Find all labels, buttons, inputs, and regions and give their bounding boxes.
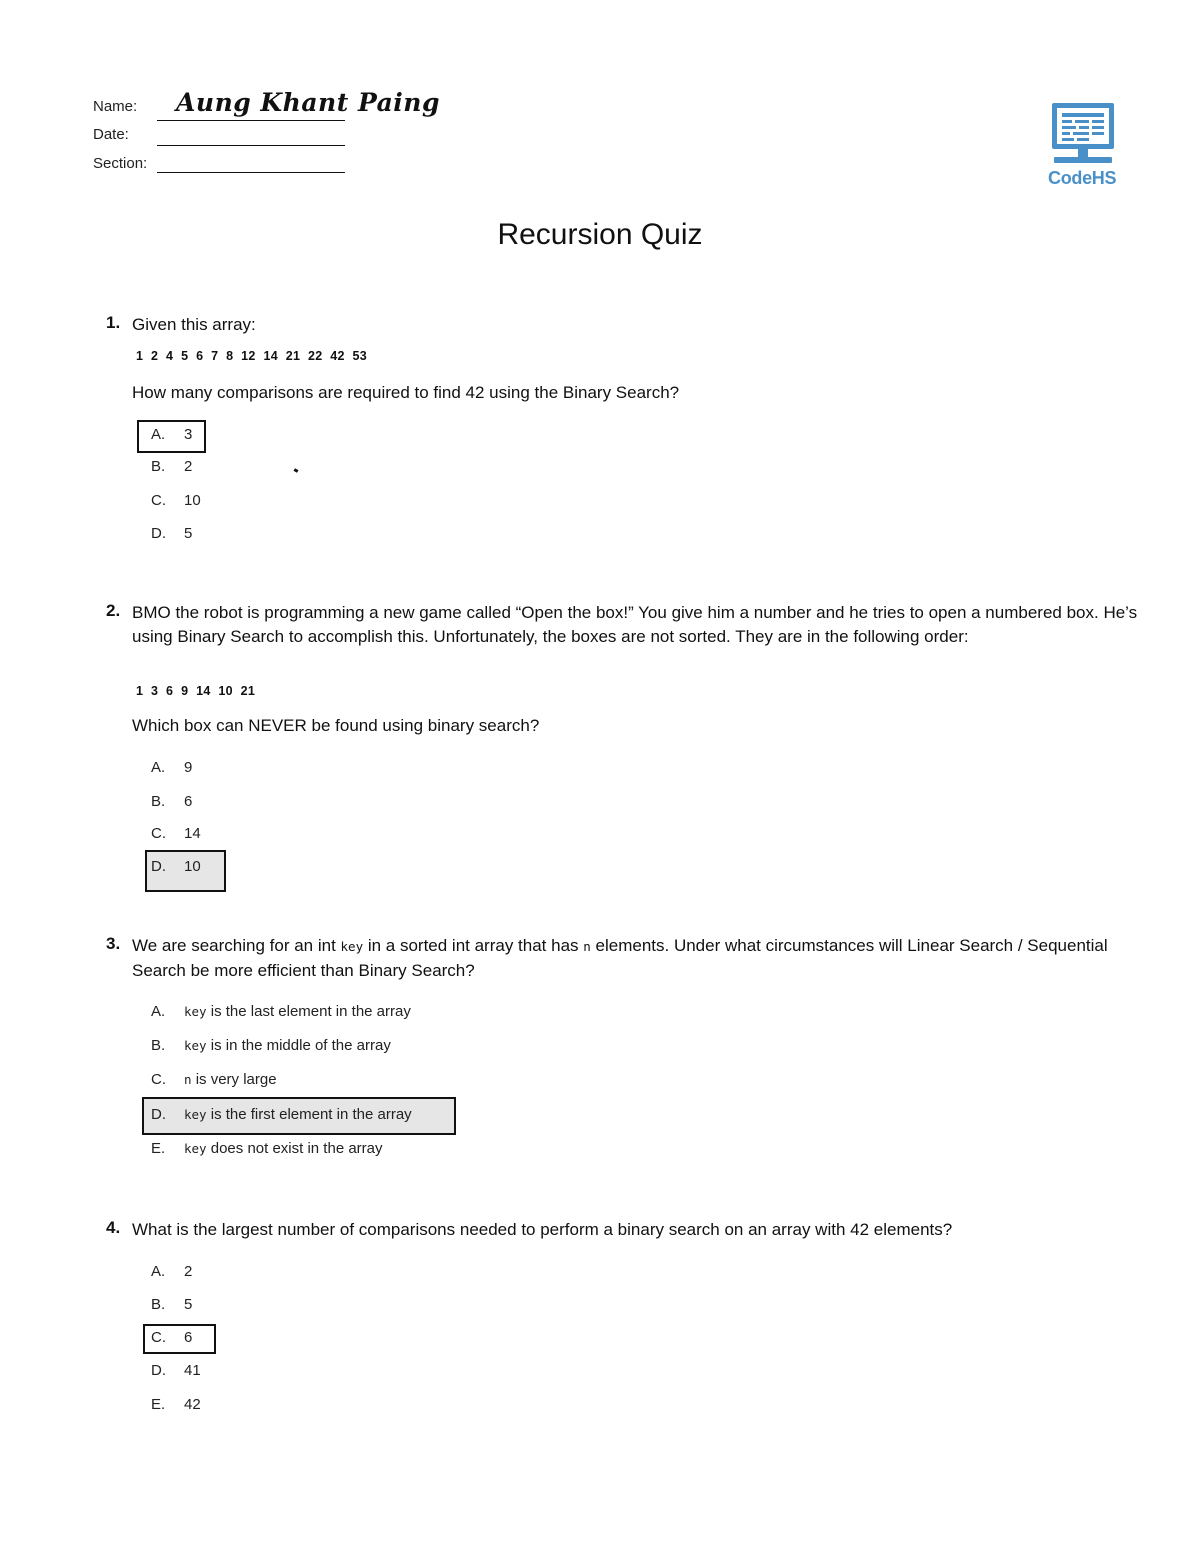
- question-prompt: How many comparisons are required to find 42 using the Binary Search?: [132, 383, 680, 402]
- array-values: 1 2 4 5 6 7 8 12 14 21 22 42 53: [136, 349, 368, 363]
- logo-text: CodeHS: [1048, 168, 1117, 188]
- question-text: What is the largest number of comparisons needed to perform a binary search on an array with 42 elements?: [132, 1220, 953, 1239]
- question-text: BMO the robot is programming a new game called “Open the box!” You give him a number and he tries to open a numbered box. He’s using Binary Search to accomplish this. Unfortunately, the boxes are not sorted. They are in the following order:: [132, 603, 1138, 646]
- question-text: Given this array:: [132, 315, 256, 334]
- name-field[interactable]: [157, 120, 345, 121]
- question-number: 1.: [106, 313, 121, 332]
- name-label: Name:: [93, 98, 138, 115]
- computer-monitor-icon: [1044, 100, 1124, 170]
- name-signature: Aung Khant Paing: [176, 88, 440, 117]
- selected-answer-box: [137, 420, 206, 453]
- section-label: Section:: [93, 155, 148, 172]
- question-text: We are searching for an int key in a sorted int array that has n elements. Under what circumstances will Linear Search / Sequential Search be more efficient than Binary Search?: [132, 936, 1108, 980]
- section-field[interactable]: [157, 172, 345, 173]
- question-number: 3.: [106, 934, 121, 953]
- date-field[interactable]: [157, 145, 345, 146]
- question-number: 4.: [106, 1218, 121, 1237]
- stray-mark: [294, 468, 299, 473]
- question-prompt: Which box can NEVER be found using binary search?: [132, 716, 540, 735]
- array-values: 1 3 6 9 14 10 21: [136, 684, 256, 698]
- codehs-logo: [1044, 100, 1124, 192]
- page-title: Recursion Quiz: [497, 218, 703, 251]
- date-label: Date:: [93, 126, 129, 143]
- question-number: 2.: [106, 601, 121, 620]
